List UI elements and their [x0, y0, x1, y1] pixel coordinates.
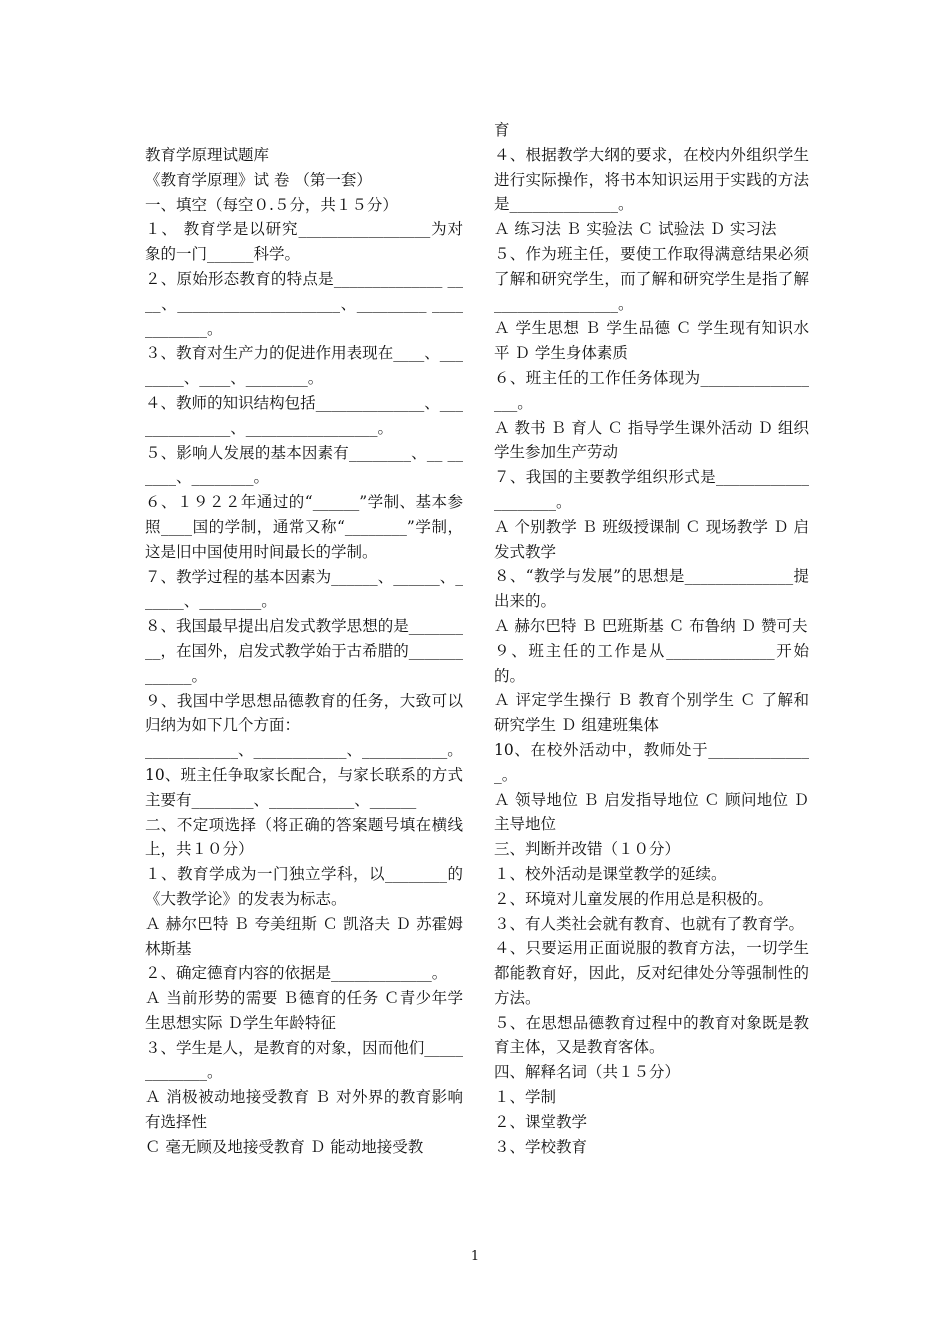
doc-title: 教育学原理试题库 [145, 146, 270, 164]
question-fill-5: ５、影响人发展的基本因素有________、__ ______、________。 [145, 443, 463, 487]
question-choice-9: ９、班主任的工作是从______________开始的。 [494, 641, 809, 685]
continued-text: 育 [494, 121, 510, 139]
definition-1: １、学制 [494, 1088, 557, 1107]
question-choice-9-options: Ａ 评定学生操行 Ｂ 教育个别学生 Ｃ 了解和研究学生 Ｄ 组建班集体 [494, 691, 809, 735]
section-heading-true-false: 三、判断并改错（１０分） [494, 840, 681, 859]
left-column [145, 143, 463, 1160]
question-fill-2: ２、原始形态教育的特点是______________ ____、_____________________、_________ ____________。 [145, 269, 463, 338]
question-choice-10-options: Ａ 领导地位 Ｂ 启发指导地位 Ｃ 顾问地位 Ｄ 主导地位 [494, 790, 814, 834]
question-choice-3: ３、学生是人，是教育的对象，因而他们_____________。 [145, 1038, 463, 1082]
page-number: 1 [470, 1249, 480, 1264]
question-fill-4: ４、教师的知识结构包括______________、______________、_________________。 [145, 393, 463, 437]
question-judge-4: ４、只要运用正面说服的教育方法，一切学生都能教育好，因此，反对纪律处分等强制性的方法。 [494, 939, 809, 1007]
question-choice-3-options-cd: Ｃ 毫无顾及地接受教育 Ｄ 能动地接受教 [145, 1137, 424, 1156]
question-choice-4: ４、根据教学大纲的要求，在校内外组织学生进行实际操作，将书本知识运用于实践的方法是______________。 [494, 145, 809, 214]
paper-title: 《教育学原理》试 卷 （第一套） [145, 170, 372, 189]
question-fill-6: ６、１９２２年通过的“______”学制、基本参照____国的学制，通常又称“________”学制，这是旧中国使用时间最长的学制。 [145, 493, 463, 561]
question-choice-3-options-ab: Ａ 消极被动地接受教育 Ｂ 对外界的教育影响有选择性 [145, 1088, 463, 1132]
question-fill-9: ９、我国中学思想品德教育的任务，大致可以归纳为如下几个方面： [145, 691, 463, 735]
question-judge-3: ３、有人类社会就有教育、也就有了教育学。 [494, 914, 805, 933]
question-choice-1-options: Ａ 赫尔巴特 Ｂ 夸美纽斯 Ｃ 凯洛夫 Ｄ 苏霍姆林斯基 [145, 914, 463, 958]
question-fill-7: ７、教学过程的基本因素为______、______、______、________。 [145, 567, 463, 611]
question-choice-2-options: Ａ 当前形势的需要 Ｂ德育的任务 Ｃ青少年学生思想实际 Ｄ学生年龄特征 [145, 989, 463, 1032]
question-choice-2: ２、确定德育内容的依据是_____________。 [145, 964, 448, 983]
section-heading-multiple-choice: 二、不定项选择（将正确的答案题号填在横线上，共１０分） [145, 815, 463, 859]
question-fill-10: 10、班主任争取家长配合，与家长联系的方式主要有________、___________、______ [145, 765, 463, 809]
question-choice-4-options: Ａ 练习法 Ｂ 实验法 Ｃ 试验法 Ｄ 实习法 [494, 220, 777, 239]
section-heading-fill-blank: 一、填空（每空０.５分，共１５分） [145, 195, 398, 214]
question-judge-2: ２、环境对儿童发展的作用总是积极的。 [494, 889, 774, 908]
question-choice-7-options: Ａ 个别教学 Ｂ 班级授课制 Ｃ 现场教学 Ｄ 启发式教学 [494, 517, 809, 561]
question-fill-1: １、 教育学是以研究_________________为对象的一门______科学。 [145, 220, 463, 264]
question-choice-5: ５、作为班主任，要使工作取得满意结果必须了解和研究学生，而了解和研究学生是指了解________________。 [494, 244, 809, 313]
question-choice-7: ７、我国的主要教学组织形式是____________________。 [494, 468, 809, 511]
question-choice-10: 10、在校外活动中，教师处于______________。 [494, 740, 809, 784]
question-choice-8: ８、“教学与发展”的思想是______________提出来的。 [494, 567, 809, 611]
question-choice-6-options: Ａ 教书 Ｂ 育人 Ｃ 指导学生课外活动 Ｄ 组织学生参加生产劳动 [494, 418, 809, 462]
question-fill-9-blanks: ____________、____________、___________。 [145, 741, 463, 760]
definition-3: ３、学校教育 [494, 1137, 588, 1156]
question-judge-1: １、校外活动是课堂教学的延续。 [494, 864, 727, 883]
question-judge-5: ５、在思想品德教育过程中的教育对象既是教育主体，又是教育客体。 [494, 1013, 809, 1057]
question-choice-8-options: Ａ 赫尔巴特 Ｂ 巴班斯基 Ｃ 布鲁纳 Ｄ 赞可夫 [494, 616, 808, 635]
question-choice-1: １、教育学成为一门独立学科，以________的《大教学论》的发表为标志。 [145, 865, 463, 908]
question-choice-6: ６、班主任的工作任务体现为_________________。 [494, 368, 809, 412]
right-column [494, 118, 814, 1159]
question-fill-8: ８、我国最早提出启发式教学思想的是_________，在国外，启发式教学始于古希腊的_____________。 [145, 617, 463, 685]
question-fill-3: ３、教育对生产力的促进作用表现在____、________、____、________。 [145, 344, 463, 388]
definition-2: ２、课堂教学 [494, 1112, 588, 1131]
section-heading-definitions: 四、解释名词（共１５分） [494, 1063, 681, 1082]
question-choice-5-options: Ａ 学生思想 Ｂ 学生品德 Ｃ 学生现有知识水平 Ｄ 学生身体素质 [494, 319, 809, 363]
